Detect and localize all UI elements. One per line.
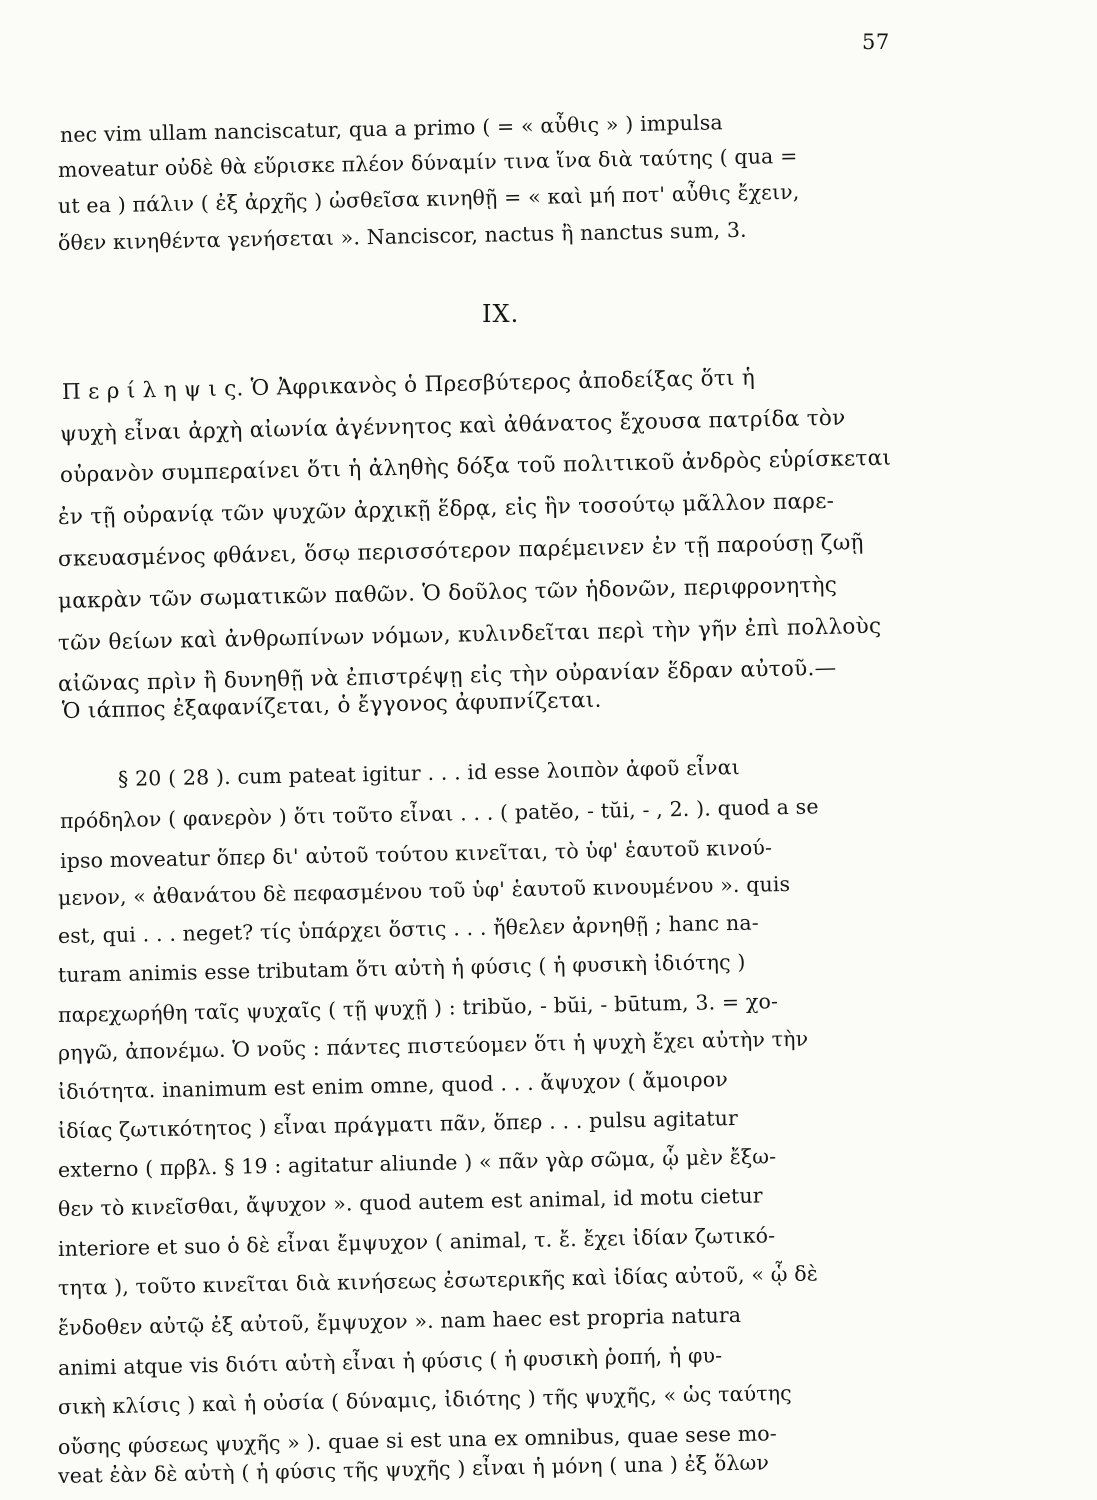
- text-line: ρηγῶ, ἀπονέμω. Ὁ νοῦς : πάντες πιστεύομεν ὅτι ἡ ψυχὴ ἔχει αὐτὴν τὴν: [57, 1026, 809, 1065]
- text-line: μενον, « ἀθανάτου δὲ πεφασμένου τοῦ ὑφ' ἑαυτοῦ κινουμένου ». quis: [57, 871, 791, 910]
- text-line: ἐν τῇ οὐρανίᾳ τῶν ψυχῶν ἀρχικῇ ἕδρᾳ, εἰς ἣν τοσούτῳ μᾶλλον παρε-: [57, 488, 835, 530]
- text-line: interiore et suo ὁ δὲ εἶναι ἔμψυχον ( animal, τ. ἔ. ἔχει ἰδίαν ζωτικό-: [57, 1223, 776, 1261]
- text-line: externo ( πρβλ. § 19 : agitatur aliunde ) « πᾶν γὰρ σῶμα, ᾧ μὲν ἔξω-: [57, 1144, 777, 1182]
- text-line: πρόδηλον ( φανερὸν ) ὅτι τοῦτο εἶναι . . . ( patĕo, - tŭi, - , 2. ). quod a se: [59, 794, 819, 833]
- text-line: τητα ), τοῦτο κινεῖται διὰ κινήσεως ἐσωτερικῆς καὶ ἰδίας αὐτοῦ, « ᾧ δὲ: [57, 1261, 819, 1300]
- text-line: σικὴ κλίσις ) καὶ ἡ οὐσία ( δύναμις, ἰδιότης ) τῆς ψυχῆς, « ὡς ταύτης: [57, 1380, 792, 1419]
- text-line: οὔσης φύσεως ψυχῆς » ). quae si est una ex omnibus, quae sese mo-: [57, 1421, 778, 1459]
- text-line: ἔνδοθεν αὐτῷ ἐξ αὐτοῦ, ἔμψυχον ». nam haec est propria natura: [57, 1302, 742, 1340]
- text-line: § 20 ( 28 ). cum pateat igitur . . . id esse λοιπὸν ἀφοῦ εἶναι: [117, 755, 741, 791]
- text-line: αἰῶνας πρὶν ἢ δυνηθῇ νὰ ἐπιστρέψῃ εἰς τὴν οὐρανίαν ἕδραν αὐτοῦ.—: [57, 655, 837, 697]
- text-line: ἰδιότητα. inanimum est enim omne, quod . . . ἄψυχον ( ἄμοιρον: [57, 1067, 729, 1104]
- section-heading: IX.: [482, 300, 520, 328]
- text-line: μακρὰν τῶν σωματικῶν παθῶν. Ὁ δοῦλος τῶν ἡδονῶν, περιφρονητὴς: [57, 572, 838, 614]
- text-line: παρεχωρήθη ταῖς ψυχαῖς ( τῇ ψυχῇ ) : tribŭo, - bŭi, - būtum, 3. = χο-: [57, 989, 779, 1027]
- text-line: ὅθεν κινηθέντα γενήσεται ». Nanciscor, nactus ἢ nanctus sum, 3.: [57, 217, 747, 255]
- text-line: nec vim ullam nanciscatur, qua a primo ( = « αὖθις » ) impulsa: [59, 110, 723, 147]
- text-line: ψυχὴ εἶναι ἀρχὴ αἰωνία ἀγέννητος καὶ ἀθάνατος ἔχουσα πατρίδα τὸν: [59, 405, 846, 447]
- text-line: ipso moveatur ὅπερ δι' αὐτοῦ τούτου κινεῖται, τὸ ὑφ' ἑαυτοῦ κινού-: [59, 835, 773, 873]
- text-line: moveatur οὐδὲ θὰ εὕρισκε πλέον δύναμίν τινα ἵνα διὰ ταύτης ( qua =: [57, 143, 798, 182]
- text-line: ut ea ) πάλιν ( ἐξ ἀρχῆς ) ὠσθεῖσα κινηθῇ = « καὶ μή ποτ' αὖθις ἔχειν,: [57, 179, 800, 218]
- text-line: οὐρανὸν συμπεραίνει ὅτι ἡ ἀληθὴς δόξα τοῦ πολιτικοῦ ἀνδρὸς εὑρίσκεται: [59, 445, 892, 488]
- text-line: σκευασμένος φθάνει, ὅσῳ περισσότερον παρέμεινεν ἐν τῇ παρούσῃ ζωῇ: [57, 530, 864, 572]
- text-line: θεν τὸ κινεῖσθαι, ἄψυχον ». quod autem est animal, id motu cietur: [57, 1183, 763, 1221]
- text-line: veat ἐὰν δὲ αὐτὴ ( ἡ φύσις τῆς ψυχῆς ) εἶναι ἡ μόνη ( una ) ἐξ ὅλων: [57, 1450, 770, 1488]
- text-line: Π ε ρ ί λ η ψ ι ς. Ὁ Ἀφρικανὸς ὁ Πρεσβύτερος ἀποδείξας ὅτι ἡ: [61, 365, 756, 405]
- text-line: Ὁ ιάππος ἐξαφανίζεται, ὁ ἔγγονος ἀφυπνίζεται.: [61, 687, 602, 724]
- text-line: turam animis esse tributam ὅτι αὐτὴ ἡ φύσις ( ἡ φυσικὴ ἰδιότης ): [57, 949, 746, 987]
- text-line: τῶν θείων καὶ ἀνθρωπίνων νόμων, κυλινδεῖται περὶ τὴν γῆν ἐπὶ πολλοὺς: [57, 613, 882, 656]
- text-line: animi atque vis διότι αὐτὴ εἶναι ἡ φύσις ( ἡ φυσικὴ ῥοπή, ἡ φυ-: [57, 1343, 723, 1380]
- text-line: est, qui . . . neget? τίς ὑπάρχει ὅστις . . . ἤθελεν ἀρνηθῇ ; hanc na-: [57, 910, 759, 948]
- page-number: 57: [862, 30, 890, 54]
- text-line: ἰδίας ζωτικότητος ) εἶναι πράγματι πᾶν, ὅπερ . . . pulsu agitatur: [57, 1105, 739, 1143]
